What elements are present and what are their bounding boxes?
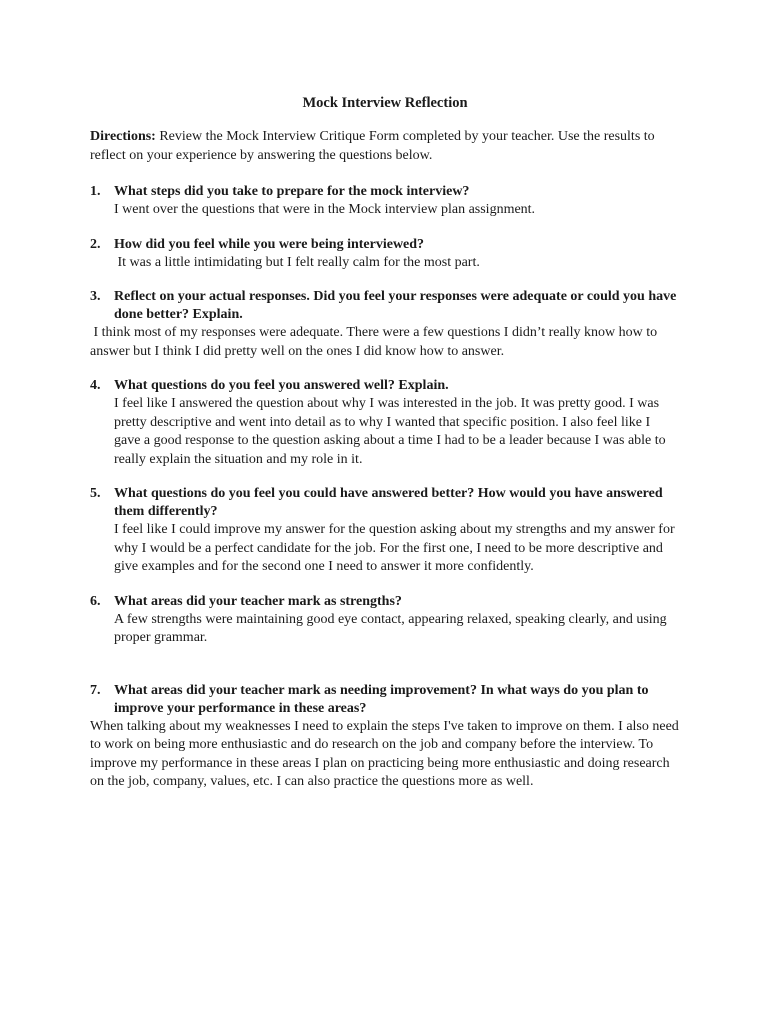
answer-text: A few strengths were maintaining good eye contact, appearing relaxed, speaking clearly, and using proper grammar.: [114, 611, 667, 645]
question-number: 7.: [90, 682, 101, 698]
directions-label: Directions:: [90, 129, 156, 144]
answer-text: It was a little intimidating but I felt really calm for the most part.: [114, 254, 480, 270]
question-number: 6.: [90, 593, 101, 609]
question-text: What questions do you feel you answered well? Explain.: [114, 378, 449, 393]
question-1: [90, 183, 680, 220]
question-number: 4.: [90, 378, 101, 393]
directions-text: Review the Mock Interview Critique Form completed by your teacher. Use the results to reflect on your experience by answering the questions below.: [90, 129, 655, 163]
answer-text: I think most of my responses were adequate. There were a few questions I didn’t really know how to answer but I think I did pretty well on the ones I did know how to answer.: [90, 325, 661, 359]
document-page: [90, 94, 680, 808]
question-2: [90, 236, 680, 273]
question-6: [90, 593, 680, 648]
question-number: 1.: [90, 184, 101, 199]
answer-text: When talking about my weaknesses I need to explain the steps I've taken to improve on them. I also need to work on being more enthusiastic and do research on the job and company before the interview. To improve my performance in these areas I plan on practicing being more enthusiastic and doing research on the job, company, values, etc. I can also practice the questions more as well.: [90, 718, 679, 789]
question-3: [90, 288, 680, 361]
answer-text: I feel like I answered the question about why I was interested in the job. It was pretty good. I was pretty descriptive and went into detail as to why I wanted that specific position. I also feel like I gave a good response to the question asking about a time I had to be a leader because I was able to really explain the situation and my role in it.: [114, 396, 666, 467]
question-4: [90, 377, 680, 469]
question-text: What areas did your teacher mark as strengths?: [114, 593, 402, 609]
question-7: [90, 682, 680, 792]
question-number: 5.: [90, 486, 101, 501]
directions-paragraph: [90, 127, 680, 165]
question-5: [90, 485, 680, 577]
question-text: What steps did you take to prepare for the mock interview?: [114, 184, 470, 199]
question-number: 2.: [90, 236, 101, 252]
answer-text: I went over the questions that were in the Mock interview plan assignment.: [114, 202, 536, 217]
question-text: Reflect on your actual responses. Did you feel your responses were adequate or could you have done better? Explain.: [114, 289, 677, 322]
document-title: Mock Interview Reflection: [302, 95, 468, 111]
question-text: What questions do you feel you could have answered better? How would you have answered them differently?: [114, 486, 663, 519]
answer-text: I feel like I could improve my answer for the question asking about my strengths and my answer for why I would be a perfect candidate for the job. For the first one, I need to be more descriptive and give examples and for the second one I need to answer it more confidently.: [114, 522, 675, 574]
question-text: How did you feel while you were being interviewed?: [114, 236, 425, 252]
question-text: What areas did your teacher mark as needing improvement? In what ways do you plan to improve your performance in these areas?: [114, 682, 649, 716]
question-number: 3.: [90, 289, 101, 304]
